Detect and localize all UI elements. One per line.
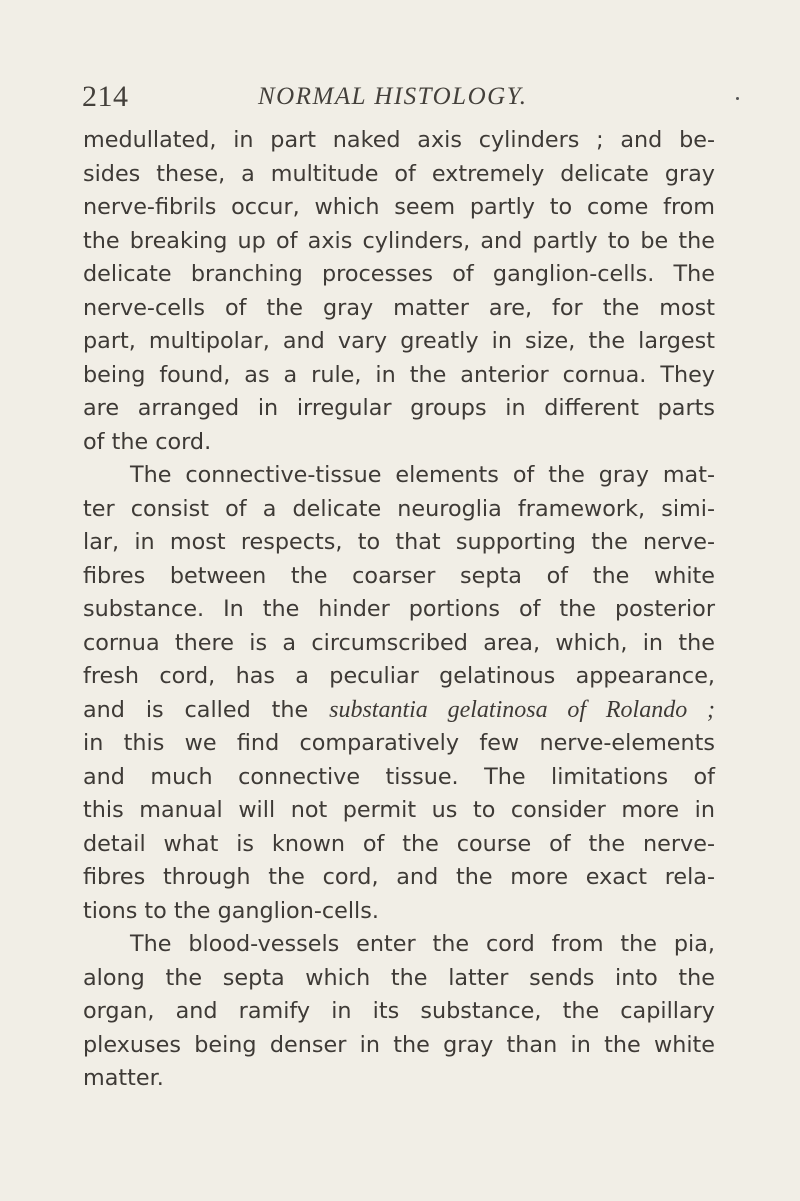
text-line: plexuses being denser in the gray than in the white: [83, 1031, 715, 1058]
text-line: ter consist of a delicate neuroglia framework, simi-: [83, 495, 715, 522]
paragraph-2: [83, 459, 715, 928]
text-line: The connective-tissue elements of the gray mat-: [130, 462, 715, 488]
ink-speck: [736, 97, 739, 100]
text-line: lar, in most respects, to that supporting the nerve-: [83, 529, 715, 555]
text-line: sides these, a multitude of extremely delicate gray: [83, 160, 715, 187]
text-line: fresh cord, has a peculiar gelatinous appearance,: [83, 663, 715, 689]
text-line: detail what is known of the course of the nerve-: [83, 830, 715, 857]
text-line: being found, as a rule, in the anterior cornua. They: [83, 361, 715, 388]
text-line: this manual will not permit us to consider more in: [83, 797, 715, 823]
text-line: tions to the ganglion-cells.: [83, 897, 379, 924]
running-head: [82, 80, 712, 120]
text-line: substance. In the hinder portions of the posterior: [83, 596, 715, 622]
text-line: organ, and ramify in its substance, the capillary: [83, 998, 715, 1024]
text-line: the breaking up of axis cylinders, and partly to be the: [83, 227, 715, 254]
text-run: and is called the: [83, 696, 330, 723]
text-line-with-italic: [83, 694, 715, 728]
text-line: The blood-vessels enter the cord from the pia,: [130, 931, 715, 957]
italic-term: substantia gelatinosa of Rolando ;: [329, 696, 715, 723]
page-number: 214: [82, 80, 129, 113]
text-line: are arranged in irregular groups in different parts: [83, 395, 715, 421]
text-line: cornua there is a circumscribed area, which, in the: [83, 629, 715, 656]
text-line: fibres between the coarser septa of the white: [83, 562, 715, 589]
text-line: matter.: [83, 1065, 164, 1091]
paragraph-1: [83, 124, 715, 459]
text-line: delicate branching processes of ganglion-cells. The: [83, 261, 715, 287]
body-text: [83, 124, 715, 1096]
text-line: fibres through the cord, and the more exact rela-: [83, 864, 715, 890]
text-line: nerve-fibrils occur, which seem partly to come from: [83, 194, 715, 220]
text-line: medullated, in part naked axis cylinders ; and be-: [83, 127, 715, 153]
text-line: nerve-cells of the gray matter are, for the most: [83, 294, 715, 321]
text-line: and much connective tissue. The limitations of: [83, 763, 715, 790]
paragraph-3: [83, 928, 715, 1096]
text-line: part, multipolar, and vary greatly in size, the largest: [83, 328, 715, 354]
text-line: along the septa which the latter sends into the: [83, 964, 715, 991]
text-line: of the cord.: [83, 428, 212, 455]
text-line: in this we find comparatively few nerve-elements: [83, 730, 715, 756]
running-title: NORMAL HISTOLOGY.: [258, 83, 528, 110]
